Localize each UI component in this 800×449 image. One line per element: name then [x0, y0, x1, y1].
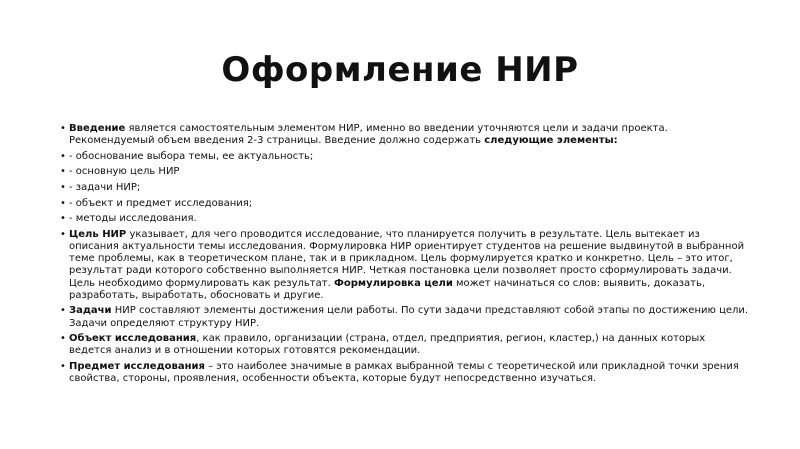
- bullet-bold-text: следующие элементы:: [484, 135, 618, 147]
- bullet-icon: •: [60, 197, 66, 209]
- bullet-text: является самостоятельным элементом НИР, именно во введении уточняются цели и задачи проекта. Рекомендуемый объем введения 2-3 страницы. Введение должно содержать: [69, 123, 668, 147]
- bullet-text: - основную цель НИР: [69, 166, 180, 178]
- bullet-item: [60, 229, 750, 302]
- bullet-text: может начинаться со слов: выявить, доказать, разработать, выработать, обосновать и другие.: [69, 277, 706, 301]
- bullet-item: [60, 333, 750, 357]
- bullet-item: [60, 151, 750, 163]
- bullet-text: , как правило, организации (страна, отдел, предприятия, регион, кластер,) на данных которых ведется анализ и в отношении которых готовятся рекомендации.: [69, 333, 706, 357]
- bullet-bold-text: Предмет исследования: [69, 360, 205, 372]
- bullet-item: [60, 213, 750, 225]
- bullet-item: [60, 305, 750, 329]
- bullet-bold-text: Формулировка цели: [333, 277, 453, 289]
- bullet-icon: •: [60, 181, 66, 193]
- bullet-icon: •: [60, 213, 66, 225]
- bullet-icon: •: [60, 228, 66, 240]
- bullet-icon: •: [60, 150, 66, 162]
- bullet-text: – это наиболее значимые в рамках выбранной темы с теоретической или прикладной точки зрения свойства, стороны, проявления, особенности объекта, которые будут непосредственно изучаться.: [69, 360, 739, 385]
- bullet-item: [60, 198, 750, 210]
- bullet-item: [60, 166, 750, 178]
- bullet-text: - методы исследования.: [69, 213, 197, 225]
- bullet-icon: •: [60, 333, 66, 345]
- bullet-bold-text: Задачи: [69, 305, 112, 317]
- slide-title: Оформление НИР: [221, 50, 579, 90]
- bullet-icon: •: [60, 360, 66, 372]
- bullet-item: [60, 361, 750, 385]
- bullet-text: - обоснование выбора темы, ее актуальность;: [69, 150, 314, 162]
- bullet-text: - объект и предмет исследования;: [69, 197, 253, 209]
- bullet-item: [60, 182, 750, 194]
- bullet-icon: •: [60, 123, 66, 134]
- bullet-icon: •: [60, 305, 66, 317]
- bullet-icon: •: [60, 166, 66, 178]
- bullet-item: [60, 123, 750, 147]
- bullet-bold-text: Объект исследования: [69, 333, 197, 345]
- bullet-bold-text: Цель НИР: [69, 228, 127, 240]
- bullet-text: НИР составляют элементы достижения цели работы. По сути задачи представляют собой этапы по достижению цели. Задачи определяют структуру НИР.: [69, 305, 749, 329]
- slide-content-list: [60, 123, 750, 389]
- bullet-text: - задачи НИР;: [69, 181, 141, 193]
- bullet-bold-text: Введение: [69, 123, 126, 134]
- bullet-text: указывает, для чего проводится исследование, что планируется получить в результате. Цель вытекает из описания актуальности темы исследования. Формулировка НИР ориентирует студентов на решение выдвинутой в выбранной теме проблемы, как в теоретическом плане, так и в прикладном. Цель формулируется кратко и конкретно. Цель – это итог, результат ради которого собственно выполняется НИР. Четкая постановка цели позволяет просто сформулировать задачи. Цель необходимо формулировать как результат.: [69, 228, 745, 289]
